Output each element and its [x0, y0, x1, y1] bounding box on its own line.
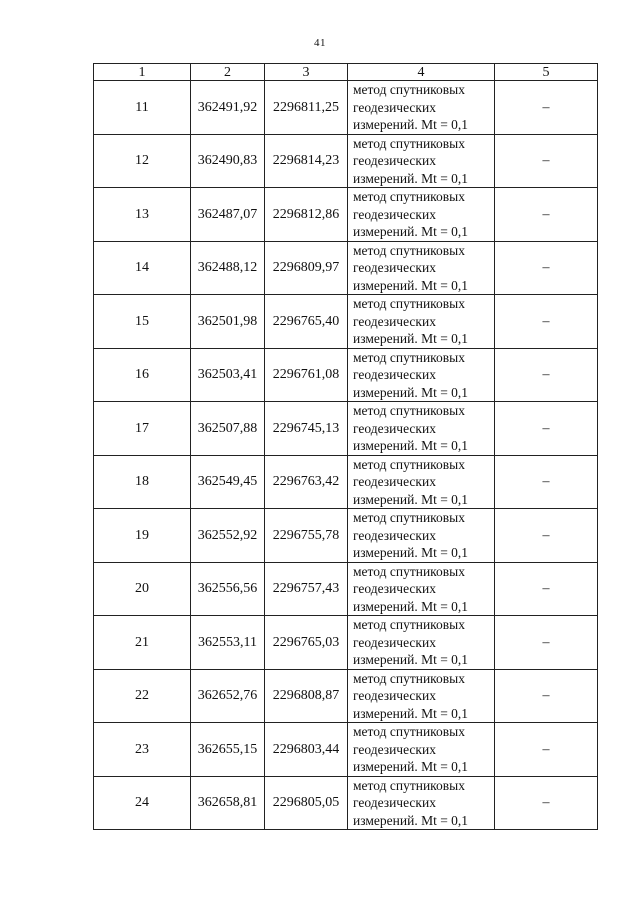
- method-text-line: геодезических: [353, 795, 436, 810]
- method-text-line: метод спутниковых: [353, 82, 465, 97]
- method-cell: [348, 455, 495, 509]
- table-row: [94, 295, 598, 349]
- method-cell: [348, 134, 495, 188]
- method-text-line: измерений. Mt = 0,1: [353, 277, 469, 293]
- y-coordinate-cell: 2296761,08: [265, 348, 348, 402]
- note-cell: –: [495, 348, 598, 402]
- table-row: [94, 616, 598, 670]
- point-number-cell: 13: [94, 188, 191, 242]
- column-header-2: 2: [191, 64, 265, 81]
- method-text-line: геодезических: [353, 420, 436, 436]
- method-text-line: измерений. Mt = 0,1: [353, 438, 469, 453]
- method-text-line: метод спутниковых: [353, 296, 465, 311]
- method-text-line: геодезических: [353, 206, 436, 222]
- column-header-4: 4: [348, 64, 495, 81]
- point-number-cell: 21: [94, 616, 191, 670]
- table-row: [94, 669, 598, 723]
- y-coordinate-cell: 2296805,05: [265, 776, 348, 830]
- coordinates-table: [93, 63, 598, 830]
- method-text-line: измерений. Mt = 0,1: [353, 170, 469, 186]
- point-number-cell: 22: [94, 669, 191, 723]
- x-coordinate-cell: 362501,98: [191, 295, 265, 349]
- method-text-line: геодезических: [353, 313, 436, 329]
- note-cell: –: [495, 669, 598, 723]
- note-cell: –: [495, 616, 598, 670]
- x-coordinate-cell: 362553,11: [191, 616, 265, 670]
- x-coordinate-cell: 362488,12: [191, 241, 265, 295]
- y-coordinate-cell: 2296808,87: [265, 669, 348, 723]
- table-row: [94, 81, 598, 135]
- header-row: [94, 64, 598, 81]
- note-cell: –: [495, 455, 598, 509]
- method-text-line: измерений. Mt = 0,1: [353, 545, 469, 560]
- method-text-line: измерений. Mt = 0,1: [353, 812, 469, 828]
- note-cell: –: [495, 723, 598, 777]
- method-cell: [348, 241, 495, 295]
- table-row: [94, 562, 598, 616]
- y-coordinate-cell: 2296757,43: [265, 562, 348, 616]
- method-text-line: метод спутниковых: [353, 563, 465, 579]
- table-body: [94, 81, 598, 830]
- point-number-cell: 15: [94, 295, 191, 349]
- point-number-cell: 17: [94, 402, 191, 456]
- y-coordinate-cell: 2296809,97: [265, 241, 348, 295]
- point-number-cell: 18: [94, 455, 191, 509]
- column-header-1: 1: [94, 64, 191, 81]
- method-text-line: метод спутниковых: [353, 777, 465, 793]
- x-coordinate-cell: 362503,41: [191, 348, 265, 402]
- note-cell: –: [495, 81, 598, 135]
- point-number-cell: 20: [94, 562, 191, 616]
- point-number-cell: 11: [94, 81, 191, 135]
- method-text-line: геодезических: [353, 581, 436, 596]
- method-text-line: метод спутниковых: [353, 617, 465, 632]
- method-text-line: измерений. Mt = 0,1: [353, 491, 469, 507]
- table-row: [94, 509, 598, 563]
- x-coordinate-cell: 362652,76: [191, 669, 265, 723]
- note-cell: –: [495, 562, 598, 616]
- table-row: [94, 134, 598, 188]
- method-text-line: измерений. Mt = 0,1: [353, 759, 469, 774]
- method-cell: [348, 723, 495, 777]
- method-cell: [348, 295, 495, 349]
- y-coordinate-cell: 2296811,25: [265, 81, 348, 135]
- method-text-line: метод спутниковых: [353, 135, 465, 151]
- method-text-line: геодезических: [353, 688, 436, 703]
- y-coordinate-cell: 2296745,13: [265, 402, 348, 456]
- method-cell: [348, 509, 495, 563]
- x-coordinate-cell: 362487,07: [191, 188, 265, 242]
- point-number-cell: 14: [94, 241, 191, 295]
- y-coordinate-cell: 2296803,44: [265, 723, 348, 777]
- note-cell: –: [495, 241, 598, 295]
- note-cell: –: [495, 776, 598, 830]
- method-text-line: измерений. Mt = 0,1: [353, 224, 469, 239]
- point-number-cell: 24: [94, 776, 191, 830]
- x-coordinate-cell: 362549,45: [191, 455, 265, 509]
- method-text-line: метод спутниковых: [353, 242, 465, 258]
- x-coordinate-cell: 362556,56: [191, 562, 265, 616]
- method-cell: [348, 669, 495, 723]
- note-cell: –: [495, 134, 598, 188]
- table-row: [94, 455, 598, 509]
- method-text-line: геодезических: [353, 367, 436, 382]
- x-coordinate-cell: 362491,92: [191, 81, 265, 135]
- column-header-5: 5: [495, 64, 598, 81]
- x-coordinate-cell: 362552,92: [191, 509, 265, 563]
- note-cell: –: [495, 188, 598, 242]
- method-text-line: метод спутниковых: [353, 349, 465, 365]
- method-cell: [348, 562, 495, 616]
- y-coordinate-cell: 2296812,86: [265, 188, 348, 242]
- table-header: [94, 64, 598, 81]
- method-cell: [348, 776, 495, 830]
- table-row: [94, 776, 598, 830]
- table-row: [94, 402, 598, 456]
- method-text-line: измерений. Mt = 0,1: [353, 384, 469, 400]
- table-row: [94, 188, 598, 242]
- table-row: [94, 723, 598, 777]
- method-cell: [348, 616, 495, 670]
- point-number-cell: 12: [94, 134, 191, 188]
- page-number: 41: [314, 37, 326, 49]
- method-cell: [348, 188, 495, 242]
- y-coordinate-cell: 2296765,03: [265, 616, 348, 670]
- point-number-cell: 16: [94, 348, 191, 402]
- point-number-cell: 19: [94, 509, 191, 563]
- method-cell: [348, 402, 495, 456]
- note-cell: –: [495, 402, 598, 456]
- y-coordinate-cell: 2296755,78: [265, 509, 348, 563]
- y-coordinate-cell: 2296765,40: [265, 295, 348, 349]
- note-cell: –: [495, 295, 598, 349]
- method-text-line: измерений. Mt = 0,1: [353, 598, 469, 614]
- note-cell: –: [495, 509, 598, 563]
- method-text-line: геодезических: [353, 99, 436, 115]
- method-text-line: измерений. Mt = 0,1: [353, 705, 469, 721]
- method-text-line: геодезических: [353, 527, 436, 543]
- method-text-line: геодезических: [353, 260, 436, 275]
- x-coordinate-cell: 362507,88: [191, 402, 265, 456]
- table-row: [94, 241, 598, 295]
- x-coordinate-cell: 362655,15: [191, 723, 265, 777]
- x-coordinate-cell: 362490,83: [191, 134, 265, 188]
- method-text-line: измерений. Mt = 0,1: [353, 331, 469, 346]
- y-coordinate-cell: 2296814,23: [265, 134, 348, 188]
- method-text-line: метод спутниковых: [353, 670, 465, 686]
- method-text-line: геодезических: [353, 634, 436, 650]
- table-row: [94, 348, 598, 402]
- method-text-line: метод спутниковых: [353, 189, 465, 204]
- method-text-line: геодезических: [353, 474, 436, 489]
- method-cell: [348, 348, 495, 402]
- method-text-line: измерений. Mt = 0,1: [353, 117, 469, 132]
- method-text-line: геодезических: [353, 153, 436, 168]
- method-text-line: метод спутниковых: [353, 456, 465, 472]
- method-text-line: метод спутниковых: [353, 403, 465, 418]
- method-text-line: измерений. Mt = 0,1: [353, 652, 469, 667]
- y-coordinate-cell: 2296763,42: [265, 455, 348, 509]
- point-number-cell: 23: [94, 723, 191, 777]
- x-coordinate-cell: 362658,81: [191, 776, 265, 830]
- column-header-3: 3: [265, 64, 348, 81]
- method-cell: [348, 81, 495, 135]
- method-text-line: метод спутниковых: [353, 510, 465, 525]
- method-text-line: геодезических: [353, 741, 436, 757]
- method-text-line: метод спутниковых: [353, 724, 465, 739]
